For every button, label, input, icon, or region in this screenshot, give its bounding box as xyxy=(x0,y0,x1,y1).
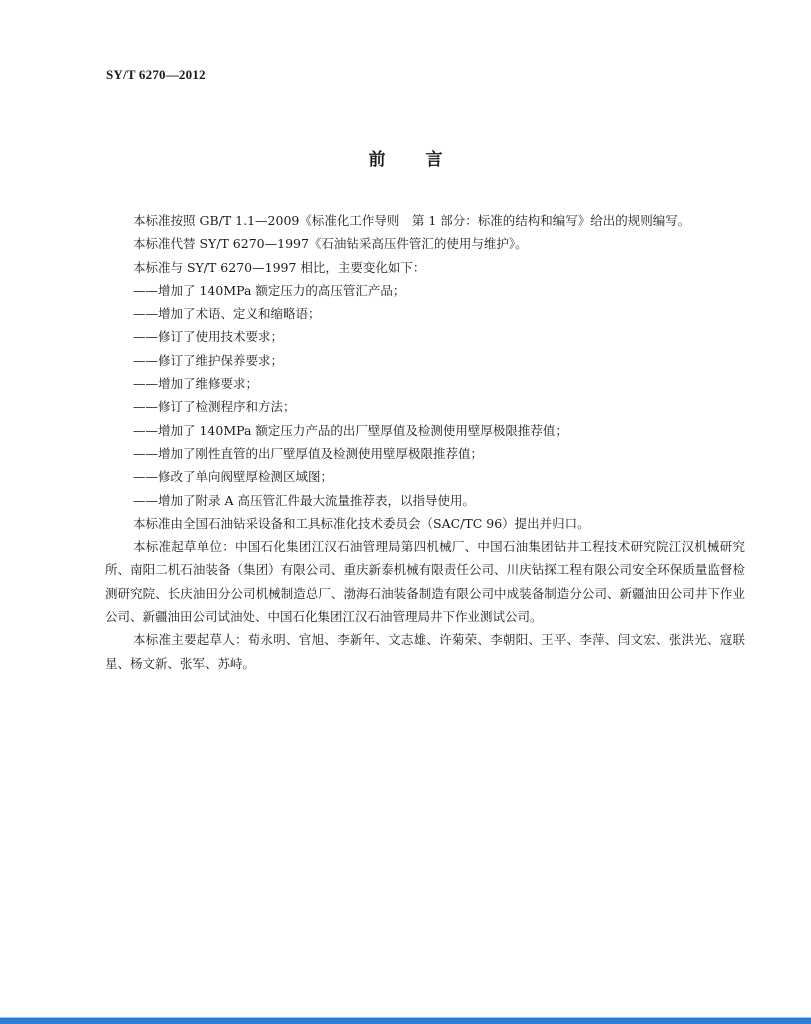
bottom-bar xyxy=(0,1018,811,1024)
change-item: ——增加了 140MPa 额定压力的高压管汇产品； xyxy=(133,282,406,298)
paragraph-changes-intro: 本标准与 SY/T 6270—1997 相比，主要变化如下： xyxy=(133,259,426,275)
change-item: ——修订了检测程序和方法； xyxy=(133,399,296,415)
paragraph-replaces: 本标准代替 SY/T 6270—1997《石油钻采高压件管汇的使用与维护》。 xyxy=(133,236,528,252)
change-item: ——修订了使用技术要求； xyxy=(133,329,284,345)
foreword-body xyxy=(105,209,745,675)
change-item: ——修订了维护保养要求； xyxy=(133,352,284,368)
standard-code: SY/T 6270—2012 xyxy=(106,67,206,82)
change-item: ——修改了单向阀壁厚检测区域图； xyxy=(133,469,334,485)
change-item: ——增加了维修要求； xyxy=(133,376,259,392)
title-char-1: 前 xyxy=(368,150,386,170)
paragraph-basis: 本标准按照 GB/T 1.1—2009《标准化工作导则 第 1 部分：标准的结构和编写》给出的规则编写。 xyxy=(133,213,691,228)
paragraph-proposer: 本标准由全国石油钻采设备和工具标准化技术委员会（SAC/TC 96）提出并归口。 xyxy=(133,515,590,531)
paragraph-drafting-units: 本标准起草单位：中国石化集团江汉石油管理局第四机械厂、中国石油集团钻井工程技术研究院江汉机械研究所、南阳二机石油装备（集团）有限公司、重庆新泰机械有限责任公司、川庆钻探工程有限公司安全环保质量监督检测研究院、长庆油田分公司机械制造总厂、渤海石油装备制造有限公司中成装备制造分公司、新疆油田公司井下作业公司、新疆油田公司试油处、中国石化集团江汉石油管理局井下作业测试公司。 xyxy=(105,539,745,625)
title-char-2: 言 xyxy=(425,150,443,170)
change-item: ——增加了附录 A 高压管汇件最大流量推荐表，以指导使用。 xyxy=(133,492,475,508)
change-item: ——增加了术语、定义和缩略语； xyxy=(133,306,321,322)
paragraph-drafters: 本标准主要起草人：荀永明、官旭、李新年、文志雄、许菊荣、李朝阳、王平、李萍、闫文宏、张洪光、寇联星、杨文新、张军、苏峙。 xyxy=(105,632,745,671)
change-item: ——增加了 140MPa 额定压力产品的出厂壁厚值及检测使用壁厚极限推荐值； xyxy=(133,422,568,438)
change-item: ——增加了刚性直管的出厂壁厚值及检测使用壁厚极限推荐值； xyxy=(133,445,484,461)
page-title xyxy=(0,145,811,170)
